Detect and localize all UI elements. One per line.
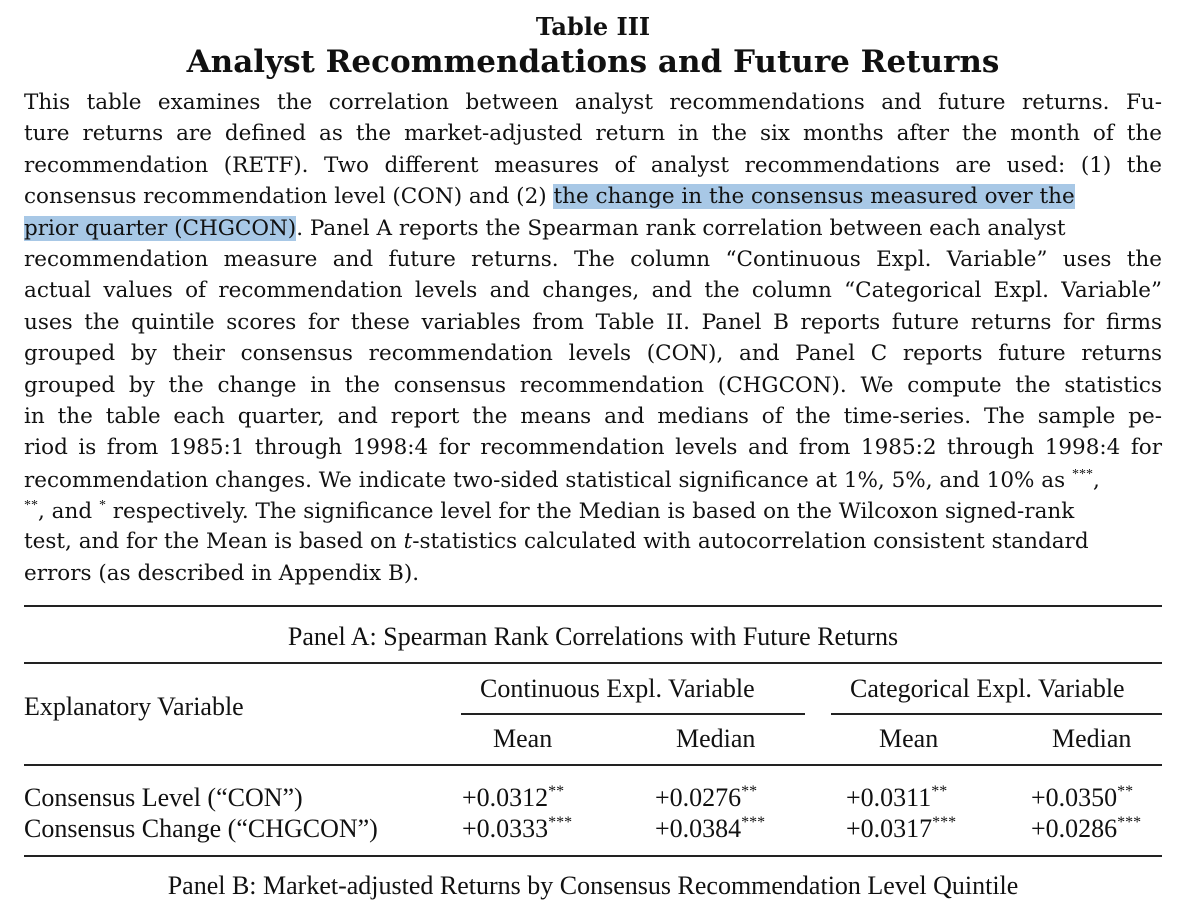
caption-text bbox=[1072, 466, 1093, 493]
col-header-cat-median: Median bbox=[1052, 724, 1132, 753]
group-rule-continuous bbox=[461, 713, 805, 715]
group-header-categorical: Categorical Expl. Variable bbox=[850, 674, 1125, 703]
significance-mark: ** bbox=[931, 783, 948, 800]
caption-line: uses the quintile scores for these variables from Table II. Panel B reports future returns for firms bbox=[24, 309, 1162, 335]
significance-mark: ** bbox=[548, 783, 565, 800]
header-bottom-rule bbox=[24, 764, 1162, 766]
significance-mark: *** bbox=[1071, 466, 1093, 482]
table-cell: +0.0333*** bbox=[462, 814, 573, 843]
text-selection-highlight[interactable]: the change in the consensus measured over the bbox=[553, 184, 1075, 210]
caption-text: test, and for the Mean is based on bbox=[24, 529, 404, 555]
caption-line: ture returns are defined as the market-adjusted return in the six months after the month of the bbox=[24, 121, 1162, 147]
paper-page bbox=[24, 0, 1162, 904]
table-label: Table III bbox=[535, 12, 651, 41]
row-header-explanatory-variable: Explanatory Variable bbox=[24, 692, 244, 721]
caption-text: -statistics calculated with autocorrelation consistent standard bbox=[412, 529, 1089, 555]
table-top-rule bbox=[24, 605, 1162, 607]
panel-b-title: Panel B: Market-adjusted Returns by Consensus Recommendation Level Quintile bbox=[167, 871, 1019, 900]
row-label: Consensus Level (“CON”) bbox=[24, 783, 303, 812]
caption-line bbox=[24, 464, 1162, 495]
row-label: Consensus Change (“CHGCON”) bbox=[24, 814, 378, 843]
caption-text: respectively. The significance level for the Median is based on the Wilcoxon signed-rank bbox=[105, 499, 1075, 525]
col-header-cont-mean: Mean bbox=[493, 724, 553, 753]
table-cell: +0.0317*** bbox=[846, 814, 957, 843]
table-title: Analyst Recommendations and Future Returns bbox=[186, 44, 1000, 80]
significance-mark: *** bbox=[548, 814, 573, 831]
significance-mark: ** bbox=[24, 498, 38, 514]
caption-line bbox=[24, 526, 1162, 557]
caption-line: riod is from 1985:1 through 1998:4 for recommendation levels and from 1985:2 through 1998:4 for bbox=[24, 435, 1162, 461]
caption-line bbox=[24, 495, 1162, 526]
caption-text: . Panel A reports the Spearman rank correlation between each analyst bbox=[296, 215, 1066, 241]
caption-text: , and bbox=[38, 499, 99, 525]
caption-line: errors (as described in Appendix B). bbox=[24, 560, 420, 586]
caption-line: grouped by their consensus recommendation levels (CON), and Panel C reports future returns bbox=[24, 341, 1162, 367]
caption-line bbox=[24, 213, 1162, 244]
table-cell: +0.0312** bbox=[462, 783, 565, 812]
table-caption bbox=[24, 87, 1162, 589]
caption-text: t bbox=[403, 529, 413, 555]
panel-a-rule bbox=[24, 662, 1162, 664]
group-header-continuous: Continuous Expl. Variable bbox=[480, 674, 755, 703]
caption-line bbox=[24, 181, 1162, 212]
panel-a-title: Panel A: Spearman Rank Correlations with Future Returns bbox=[287, 622, 899, 651]
caption-line: recommendation measure and future returns. The column “Continuous Expl. Variable” uses the bbox=[24, 246, 1162, 272]
significance-mark: *** bbox=[932, 814, 957, 831]
caption-line: actual values of recommendation levels and changes, and the column “Categorical Expl. Variable” bbox=[24, 278, 1162, 304]
caption-line: in the table each quarter, and report the means and medians of the time-series. The sample pe- bbox=[24, 403, 1162, 429]
group-rule-categorical bbox=[831, 713, 1162, 715]
caption-text: consensus recommendation level (CON) and (2) bbox=[24, 184, 554, 210]
col-header-cont-median: Median bbox=[676, 724, 756, 753]
caption-text: , bbox=[1092, 467, 1100, 493]
caption-line: This table examines the correlation between analyst recommendations and future returns. Fu- bbox=[24, 90, 1162, 115]
significance-mark: * bbox=[98, 498, 106, 514]
significance-mark: ** bbox=[1117, 783, 1134, 800]
table-cell: +0.0286*** bbox=[1031, 814, 1142, 843]
table-cell: +0.0384*** bbox=[655, 814, 766, 843]
caption-line: recommendation (RETF). Two different measures of analyst recommendations are used: (1) the bbox=[24, 152, 1162, 178]
significance-mark: *** bbox=[741, 814, 766, 831]
table-cell: +0.0311** bbox=[846, 783, 948, 812]
significance-mark: ** bbox=[741, 783, 758, 800]
table-cell: +0.0350** bbox=[1031, 783, 1134, 812]
text-selection-highlight[interactable]: prior quarter (CHGCON) bbox=[24, 215, 297, 241]
panel-a-bottom-rule bbox=[24, 855, 1162, 857]
col-header-cat-mean: Mean bbox=[879, 724, 939, 753]
caption-text: recommendation changes. We indicate two-sided statistical significance at 1%, 5%, and 10% as bbox=[24, 467, 1072, 493]
caption-line: grouped by the change in the consensus recommendation (CHGCON). We compute the statistics bbox=[24, 372, 1162, 398]
significance-mark: *** bbox=[1117, 814, 1142, 831]
table-cell: +0.0276** bbox=[655, 783, 758, 812]
